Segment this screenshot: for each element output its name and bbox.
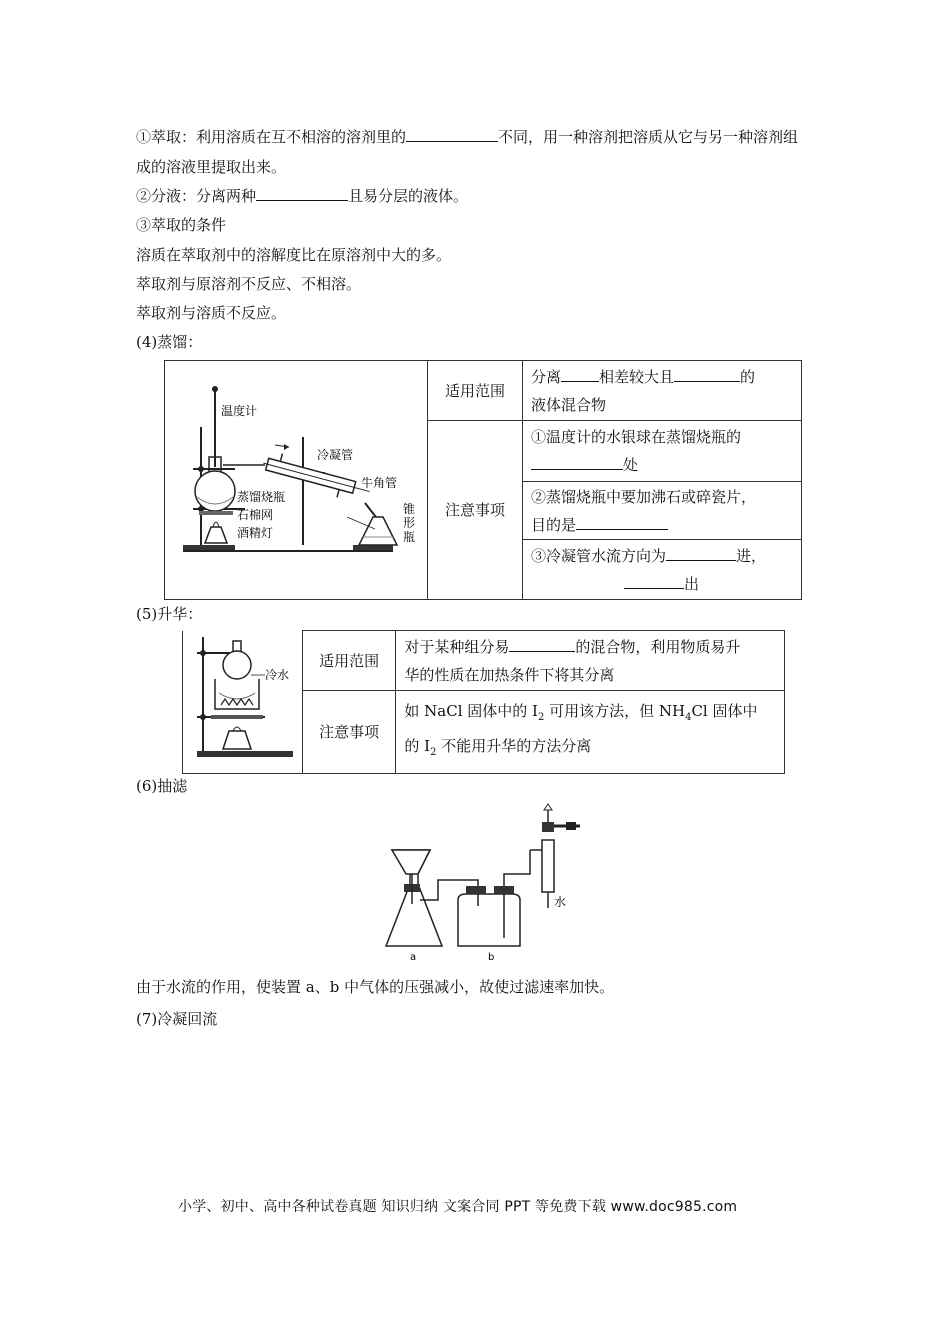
thermometer-label: 温度计 bbox=[221, 404, 258, 418]
suction-filtration-diagram bbox=[382, 800, 592, 960]
distillation-scope-cell bbox=[523, 361, 802, 421]
suction-heading: (6)抽滤 bbox=[136, 777, 188, 795]
blank bbox=[576, 514, 668, 530]
sublimation-notes-label: 注意事项 bbox=[303, 691, 396, 773]
sublimation-apparatus-diagram bbox=[183, 631, 302, 773]
distillation-notes-label: 注意事项 bbox=[428, 421, 523, 600]
blank bbox=[666, 545, 736, 561]
distillation-note-3: ③冷凝管水流方向为 进， 出 bbox=[523, 540, 802, 600]
distillation-scope-line-1: 分离 相差较大且 的 bbox=[531, 367, 756, 386]
extraction-line-1: ①萃取：利用溶质在互不相溶的溶剂里的 不同，用一种溶剂把溶质从它与另一种溶剂组 bbox=[136, 128, 799, 146]
sublimation-scope-cell: 对于某种组分易 的混合物，利用物质易升 华的性质在加热条件下将其分离 bbox=[396, 631, 785, 691]
adapter-label: 牛角管 bbox=[361, 476, 398, 490]
separation-line: ②分液：分离两种 且易分层的液体。 bbox=[136, 187, 469, 205]
lamp-label: 酒精灯 bbox=[237, 526, 274, 540]
sublimation-heading: (5)升华： bbox=[136, 605, 203, 623]
blank bbox=[531, 454, 623, 470]
conical-label-1: 锥 bbox=[403, 502, 416, 516]
reflux-heading: (7)冷凝回流 bbox=[136, 1010, 218, 1028]
conical-label-3: 瓶 bbox=[403, 530, 416, 544]
sublimation-scope-label: 适用范围 bbox=[303, 631, 396, 691]
conditions-heading: ③萃取的条件 bbox=[136, 216, 227, 234]
cold-water-label: 冷水 bbox=[265, 667, 290, 682]
water-label: 水 bbox=[554, 895, 567, 909]
distillation-note-1: ①温度计的水银球在蒸馏烧瓶的 处 bbox=[523, 421, 802, 482]
condition-1: 溶质在萃取剂中的溶解度比在原溶剂中大的多。 bbox=[136, 246, 452, 264]
distillation-scope-label: 适用范围 bbox=[428, 361, 523, 421]
gauze-label: 石棉网 bbox=[237, 508, 274, 522]
sublimation-notes-cell: 如 NaCl 固体中的 $I_2$ 可用该方法，但 $NH_4Cl$ 固体中 的 $I_2$ 不能用升华的方法分离 bbox=[396, 691, 785, 773]
condition-2: 萃取剂与原溶剂不反应、不相溶。 bbox=[136, 275, 362, 293]
flask-a-label: a bbox=[410, 952, 417, 960]
distillation-note-2: ②蒸馏烧瓶中要加沸石或碎瓷片， 目的是 bbox=[523, 482, 802, 540]
extraction-line-2: 成的溶液里提取出来。 bbox=[136, 158, 287, 176]
blank bbox=[256, 185, 348, 201]
blank bbox=[624, 573, 684, 589]
sublimation-table bbox=[182, 630, 785, 774]
blank bbox=[561, 366, 599, 382]
bottle-b-label: b bbox=[488, 952, 495, 960]
suction-description: 由于水流的作用，使装置 a、b 中气体的压强减小，故使过滤速率加快。 bbox=[136, 978, 615, 996]
sublimation-diagram-cell bbox=[183, 631, 303, 774]
condenser-label: 冷凝管 bbox=[317, 448, 354, 462]
blank bbox=[509, 636, 575, 652]
blank bbox=[406, 126, 498, 142]
distillation-table bbox=[164, 360, 802, 600]
flask-label: 蒸馏烧瓶 bbox=[237, 490, 286, 504]
distillation-apparatus-diagram bbox=[165, 361, 427, 599]
condition-3: 萃取剂与溶质不反应。 bbox=[136, 304, 287, 322]
distillation-scope-line-2: 液体混合物 bbox=[531, 395, 607, 414]
distillation-diagram-cell bbox=[165, 361, 428, 600]
page-footer: 小学、初中、高中各种试卷真题 知识归纳 文案合同 PPT 等免费下载 www.doc985.com bbox=[178, 1199, 738, 1215]
blank bbox=[674, 366, 740, 382]
distillation-heading: (4)蒸馏： bbox=[136, 333, 203, 351]
conical-label-2: 形 bbox=[403, 516, 416, 530]
